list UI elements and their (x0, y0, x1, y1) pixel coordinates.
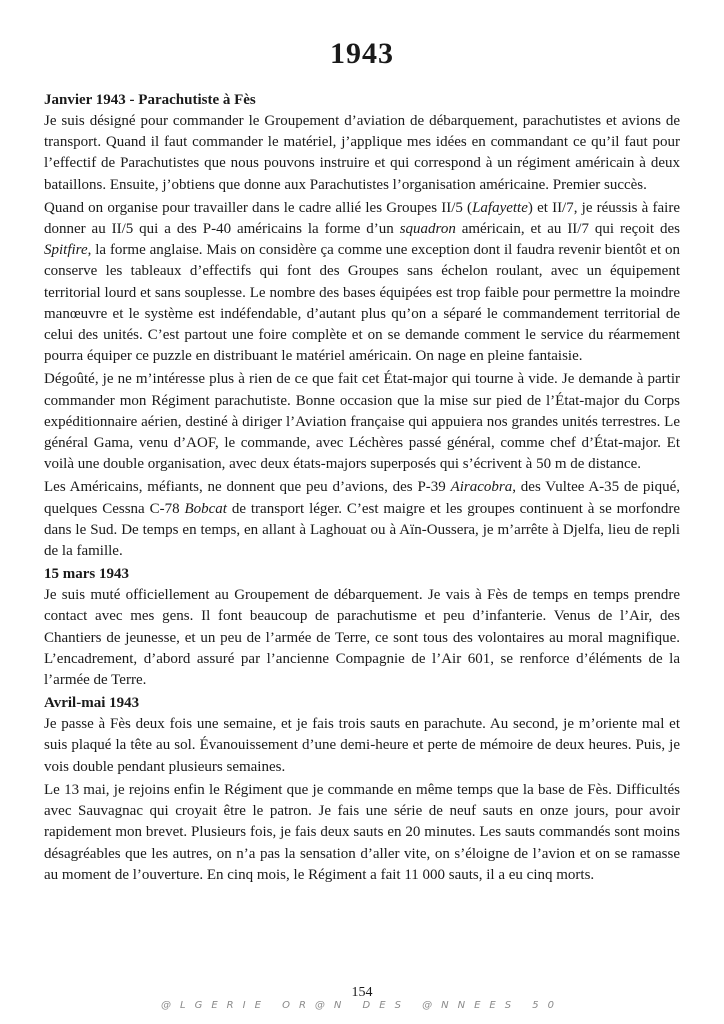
body-paragraph (44, 477, 680, 562)
paragraph-text: Je suis désigné pour commander le Groupement d’aviation de débarquement, parachutistes et avions de transport. Quand il faut commander le matériel, j’applique mes idées en commandant ce qu’il faut pour l’effectif de Parachutistes que nous pouvons instruire et qui correspond à un régiment américain à deux bataillons. Ensuite, j’obtiens que donne aux Parachutistes l’organisation américaine. Premier succès. (44, 113, 680, 193)
document-section (44, 564, 680, 691)
paragraph-text: Les Américains, méfiants, ne donnent que peu d’avions, des P-39 (44, 479, 451, 496)
body-paragraph (44, 585, 680, 691)
paragraph-text: , des Vultee A-35 de piqué, quelques Cessna C-78 (44, 479, 680, 517)
document-page (44, 36, 680, 888)
page-title: 1943 (330, 37, 394, 70)
paragraph-text: de transport léger. C’est maigre et les groupes continuent à se morfondre dans le Sud. De temps en temps, en allant à Laghouat ou à Aïn-Oussera, je m’arrête à Djelfa, lieu de repli de la famille. (44, 500, 680, 560)
paragraph-text: américain, et au II/7 qui reçoit des (455, 221, 680, 238)
italic-text: squadron (399, 221, 456, 238)
italic-text: Bobcat (184, 500, 227, 517)
page-number: 154 (351, 985, 373, 1000)
section-heading: Janvier 1943 - Parachutiste à Fès (44, 92, 256, 108)
section-heading: Avril-mai 1943 (44, 695, 140, 712)
section-heading: 15 mars 1943 (44, 566, 129, 583)
body-paragraph (44, 780, 680, 886)
body-paragraph (44, 714, 680, 778)
body-paragraph (44, 111, 680, 196)
paragraph-text: Dégoûté, je ne m’intéresse plus à rien de ce que fait cet État-major qui tourne à vide. Je demande à partir commander mon Régiment parachutiste. Bonne occasion que la mise sur pied de l’État-major du Corps expéditionnaire aérien, destiné à diriger l’Aviation française qui appuiera nos grandes unités terrestres. Le général Gama, venu d’AOF, le commande, avec Léchères passé général, comme chef d’État-major. Et voilà une double organisation, avec deux états-majors superposés qui s’écrivent à 50 m de distance. (44, 371, 680, 473)
italic-text: Spitfire (44, 242, 88, 259)
document-body (44, 90, 680, 886)
italic-text: Lafayette (472, 199, 528, 216)
italic-text: Airacobra (450, 479, 513, 496)
paragraph-text: Le 13 mai, je rejoins enfin le Régiment que je commande en même temps que la base de Fès. Difficultés avec Sauvagnac qui croyait être le patron. Je fais une série de neuf sauts en onze jours, pour avoir rapidement mon brevet. Plusieurs fois, je fais deux sauts en 20 minutes. Les sauts commandés sont moins désagréables que les autres, on n’a pas la sensation d’aller vite, on s’éloigne de l’avion et on se ramasse au moment de l’ouverture. En cinq mois, le Régiment a fait 11 000 sauts, il a eu cinq morts. (44, 781, 680, 883)
paragraph-text: Quand on organise pour travailler dans le cadre allié les Groupes II/5 ( (44, 199, 473, 216)
paragraph-text: Je suis muté officiellement au Groupement de débarquement. Je vais à Fès de temps en temps prendre contact avec mes gens. Il font beaucoup de parachutisme et peu d’infanterie. Venus de l’Air, des Chantiers de jeunesse, et un peu de l’armée de Terre, ce sont tous des volontaires au moral magnifique. L’encadrement, d’abord assuré par l’ancienne Compagnie de l’Air 601, se renforce d’éléments de la l’armée de Terre. (44, 587, 680, 689)
document-section (44, 693, 680, 886)
footer-watermark: @LGERIE OR@N DES @NNEES 50 (161, 1000, 563, 1011)
paragraph-text: ) et II/7, je réussis à faire donner au II/5 qui a des P-40 américains la forme d’un (44, 199, 680, 238)
body-paragraph (44, 198, 680, 368)
paragraph-text: , la forme anglaise. Mais on considère ça comme une exception dont il faudra revenir bientôt et on conserve les tableaux d’effectifs qui font des Groupes sans échelon roulant, avec un équipement territorial lourd et sans souplesse. Le nombre des bases équipées est trop faible pour permettre la moindre manœuvre et le système est indéfendable, d’autant plus qu’on a séparé le commandement territorial de celui des unités. C’est partout une foire complète et on se demande comment le service du réarmement pourra équiper ce puzzle en distribuant le matériel américain. On nage en pleine fantaisie. (44, 242, 680, 365)
paragraph-text: Je passe à Fès deux fois une semaine, et je fais trois sauts en parachute. Au second, je m’oriente mal et suis plaqué la tête au sol. Évanouissement d’une demi-heure et perte de mémoire de deux heures. Puis, je vois double pendant plusieurs semaines. (44, 716, 680, 775)
document-section (44, 90, 680, 562)
body-paragraph (44, 369, 680, 475)
